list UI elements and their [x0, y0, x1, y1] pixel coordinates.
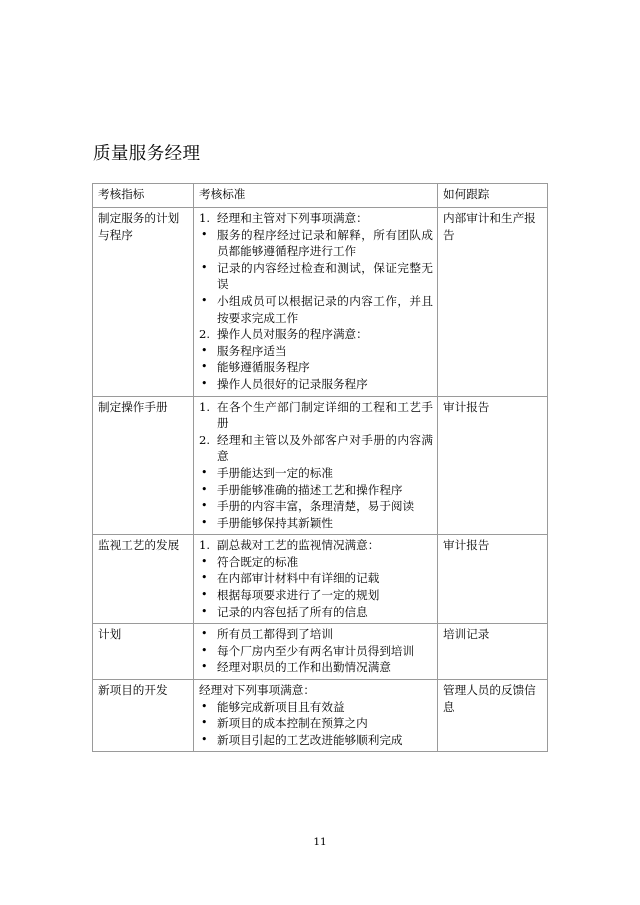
criteria-list: [199, 699, 433, 749]
criteria-item-text: 根据每项要求进行了一定的规划: [217, 588, 380, 603]
criteria-bullet-item: [199, 587, 433, 604]
table-row: [93, 535, 548, 624]
table-row: [93, 680, 548, 752]
cell-tracking: [438, 624, 548, 680]
criteria-list: [199, 399, 433, 532]
criteria-item-text: 手册的内容丰富，条理清楚，易于阅读: [217, 499, 415, 514]
cell-indicator: [93, 208, 194, 397]
cell-criteria: [194, 396, 438, 535]
bullet-icon: •: [201, 227, 208, 241]
bullet-icon: •: [201, 716, 208, 730]
criteria-bullet-item: [199, 343, 433, 360]
bullet-icon: •: [201, 360, 208, 374]
criteria-item-text: 经理和主管对下列事项满意：: [217, 211, 368, 225]
page-number: 11: [313, 836, 327, 848]
criteria-item-text: 符合既定的标准: [217, 554, 299, 569]
bullet-icon: •: [201, 643, 208, 657]
cell-tracking: [438, 208, 548, 397]
criteria-item-text: 经理和主管以及外部客户对手册的内容满意: [217, 432, 433, 464]
tracking-text: 内部审计和生产报告: [443, 211, 536, 242]
table-header-row: [93, 184, 548, 208]
criteria-item-text: 手册能够保持其新颖性: [217, 515, 333, 530]
criteria-item-text: 操作人员很好的记录服务程序: [217, 376, 368, 391]
bullet-icon: •: [201, 627, 208, 641]
criteria-item-text: 在各个生产部门制定详细的工程和工艺手册: [217, 399, 433, 431]
bullet-icon: •: [201, 571, 208, 585]
table-header-cell-tracking: [438, 184, 548, 208]
criteria-list: [199, 626, 433, 676]
criteria-item-text: 在内部审计材料中有详细的记载: [217, 571, 380, 586]
criteria-bullet-item: [199, 482, 433, 499]
criteria-bullet-item: [199, 359, 433, 376]
criteria-bullet-item: [199, 465, 433, 482]
criteria-item-text: 新项目引起的工艺改进能够顺利完成: [217, 732, 403, 747]
cell-indicator: [93, 680, 194, 752]
criteria-bullet-item: [199, 626, 433, 643]
bullet-icon: •: [201, 343, 208, 357]
criteria-item-text: 能够遵循服务程序: [217, 360, 310, 375]
criteria-bullet-item: [199, 554, 433, 571]
cell-indicator: [93, 535, 194, 624]
tracking-text: 管理人员的反馈信息: [443, 683, 536, 714]
bullet-icon: •: [201, 588, 208, 602]
cell-criteria: [194, 208, 438, 397]
cell-criteria: [194, 535, 438, 624]
criteria-bullet-item: [199, 732, 433, 749]
bullet-icon: •: [201, 482, 208, 496]
cell-indicator: [93, 624, 194, 680]
list-number-marker: 2.: [199, 327, 211, 342]
criteria-item-text: 手册能够准确的描述工艺和操作程序: [217, 482, 403, 497]
bullet-icon: •: [201, 465, 208, 479]
criteria-item-text: 新项目的成本控制在预算之内: [217, 716, 368, 731]
list-number-marker: 1.: [199, 538, 211, 553]
criteria-list: [199, 537, 433, 620]
bullet-icon: •: [201, 699, 208, 713]
bullet-icon: •: [201, 499, 208, 513]
criteria-numbered-item: [199, 399, 433, 432]
cell-tracking: [438, 396, 548, 535]
header-label-criteria: 考核标准: [199, 187, 246, 201]
table-header-cell-indicator: [93, 184, 194, 208]
criteria-bullet-item: [199, 227, 433, 260]
table-row: [93, 208, 548, 397]
criteria-item-text: 操作人员对服务的程序满意：: [217, 327, 368, 342]
criteria-list: [199, 210, 433, 393]
page-title: 质量服务经理: [93, 144, 201, 164]
assessment-table-wrapper: [92, 183, 547, 752]
bullet-icon: •: [201, 515, 208, 529]
criteria-bullet-item: [199, 293, 433, 326]
criteria-item-text: 副总裁对工艺的监视情况满意：: [217, 538, 380, 553]
indicator-text: 制定操作手册: [98, 399, 168, 414]
table-header-cell-criteria: [194, 184, 438, 208]
criteria-bullet-item: [199, 604, 433, 621]
criteria-item-text: 能够完成新项目且有效益: [217, 699, 345, 714]
criteria-item-text: 记录的内容包括了所有的信息: [217, 604, 368, 619]
criteria-item-text: 服务的程序经过记录和解释，所有团队成员都能够遵循程序进行工作: [217, 227, 433, 259]
criteria-numbered-item: [199, 210, 433, 227]
criteria-item-text: 每个厂房内至少有两名审计员得到培训: [217, 643, 415, 658]
tracking-text: 审计报告: [443, 399, 490, 414]
criteria-bullet-item: [199, 643, 433, 660]
header-label-indicator: 考核指标: [98, 187, 145, 201]
table-row: [93, 624, 548, 680]
criteria-bullet-item: [199, 570, 433, 587]
indicator-text: 制定服务的计划与程序: [98, 211, 180, 242]
bullet-icon: •: [201, 732, 208, 746]
criteria-numbered-item: [199, 537, 433, 554]
criteria-bullet-item: [199, 260, 433, 293]
table-row: [93, 396, 548, 535]
indicator-text: 计划: [98, 627, 122, 642]
tracking-text: 审计报告: [443, 538, 490, 553]
criteria-item-text: 服务程序适当: [217, 343, 287, 358]
criteria-bullet-item: [199, 498, 433, 515]
header-label-tracking: 如何跟踪: [443, 187, 490, 201]
cell-tracking: [438, 680, 548, 752]
bullet-icon: •: [201, 604, 208, 618]
list-number-marker: 1.: [199, 211, 211, 225]
criteria-item-text: 小组成员可以根据记录的内容工作，并且按要求完成工作: [217, 293, 433, 325]
assessment-table: [92, 183, 548, 752]
list-number-marker: 2.: [199, 432, 211, 447]
criteria-lead-text: 经理对下列事项满意：: [199, 683, 315, 698]
criteria-bullet-item: [199, 376, 433, 393]
criteria-numbered-item: [199, 326, 433, 343]
cell-tracking: [438, 535, 548, 624]
bullet-icon: •: [201, 376, 208, 390]
criteria-item-text: 经理对职员的工作和出勤情况满意: [217, 660, 391, 675]
criteria-item-text: 记录的内容经过检查和测试，保证完整无误: [217, 260, 433, 292]
list-number-marker: 1.: [199, 399, 211, 414]
criteria-bullet-item: [199, 699, 433, 716]
tracking-text: 培训记录: [443, 627, 490, 642]
bullet-icon: •: [201, 660, 208, 674]
bullet-icon: •: [201, 293, 208, 307]
criteria-item-text: 所有员工都得到了培训: [217, 627, 333, 642]
criteria-bullet-item: [199, 515, 433, 532]
indicator-text: 监视工艺的发展: [98, 538, 180, 553]
cell-criteria: [194, 624, 438, 680]
bullet-icon: •: [201, 554, 208, 568]
criteria-item-text: 手册能达到一定的标准: [217, 465, 333, 480]
criteria-bullet-item: [199, 659, 433, 676]
cell-indicator: [93, 396, 194, 535]
bullet-icon: •: [201, 260, 208, 274]
cell-criteria: [194, 680, 438, 752]
criteria-numbered-item: [199, 432, 433, 465]
criteria-bullet-item: [199, 715, 433, 732]
indicator-text: 新项目的开发: [98, 683, 168, 698]
